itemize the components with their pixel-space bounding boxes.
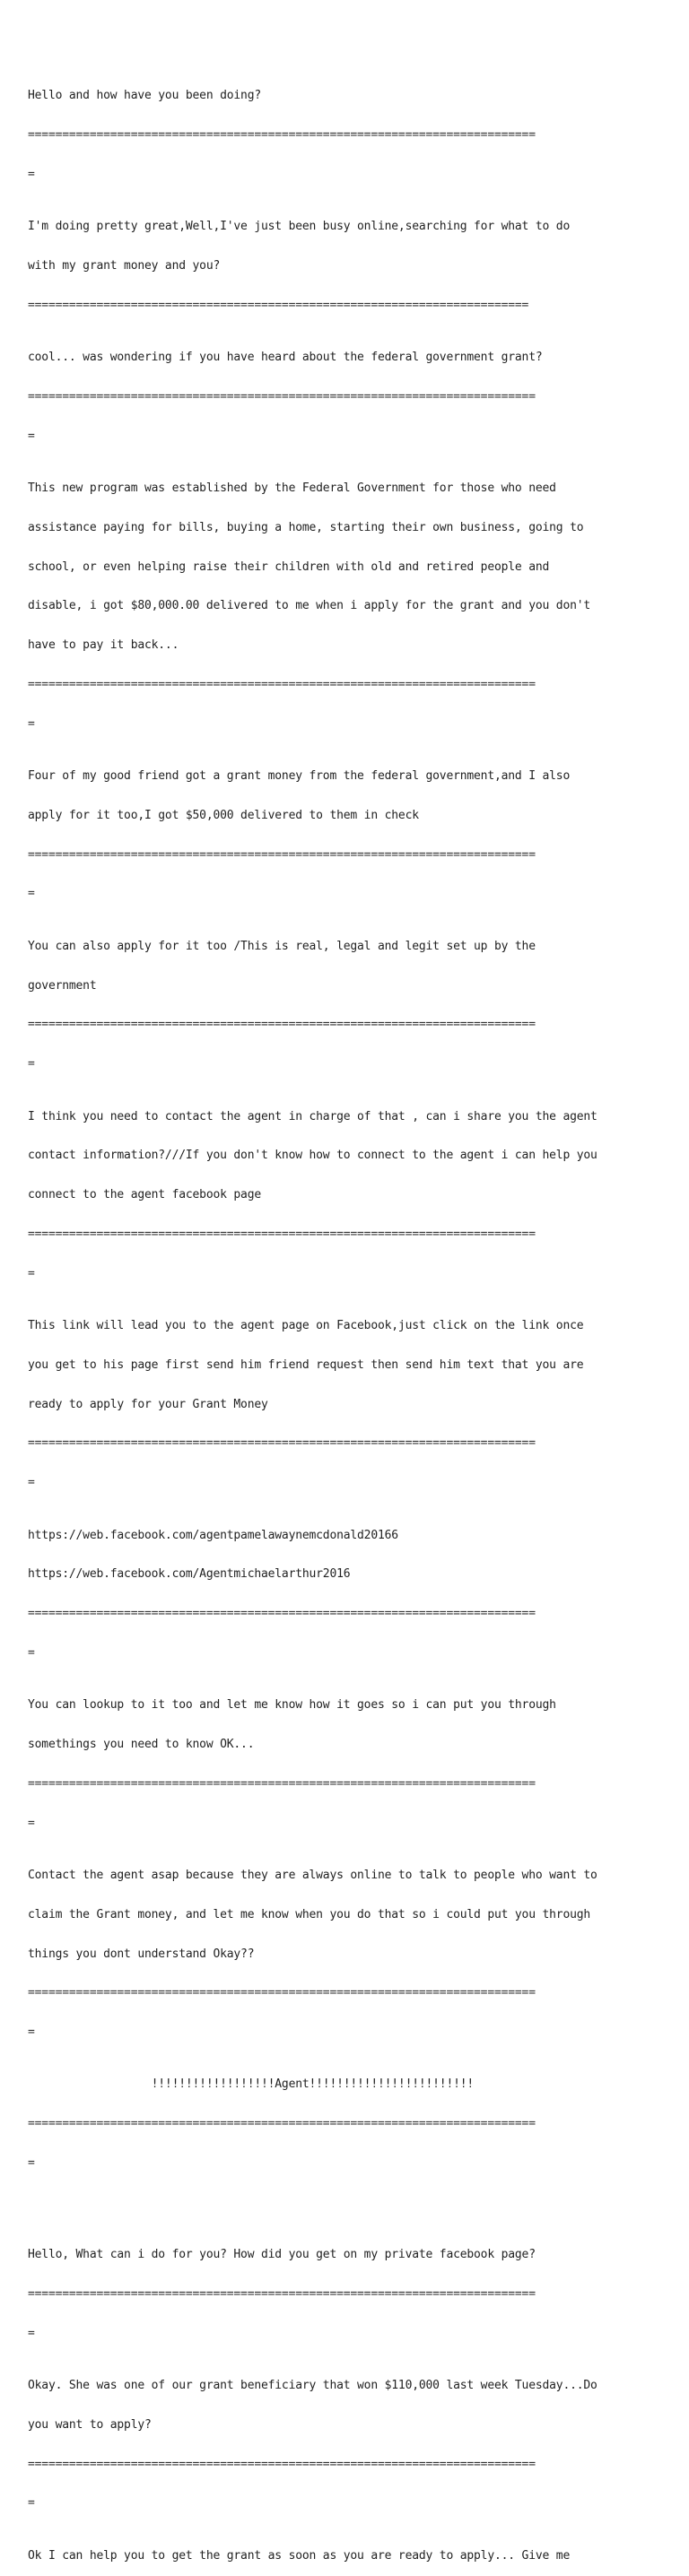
text-line: I'm doing pretty great,Well,I've just been busy online,searching for what to do — [28, 220, 571, 234]
separator-line: ========================================================================== — [28, 127, 536, 142]
separator-tail: = — [28, 1645, 35, 1660]
text-line: assistance paying for bills, buying a home, starting their own business, going to — [28, 520, 584, 534]
chat-transcript — [28, 64, 665, 2576]
separator-tail: = — [28, 2025, 35, 2040]
separator-tail: = — [28, 1816, 35, 1830]
text-line: claim the Grant money, and let me know when you do that so i could put you through — [28, 1907, 591, 1921]
text-line: Ok I can help you to get the grant as soon as you are ready to apply... Give me — [28, 2548, 571, 2563]
text-line: Contact the agent asap because they are always online to talk to people who want to — [28, 1868, 597, 1882]
text-line: You can lookup to it too and let me know how it goes so i can put you through — [28, 1698, 556, 1713]
text-line: Hello, What can i do for you? How did you get on my private facebook page? — [28, 2248, 536, 2262]
text-line: things you dont understand Okay?? — [28, 1947, 255, 1961]
separator-tail: = — [28, 2496, 35, 2511]
text-line: contact information?///If you don't know how to connect to the agent i can help you — [28, 1149, 597, 1163]
separator-tail: = — [28, 887, 35, 901]
separator-line: ========================================================================= — [28, 298, 529, 312]
blank-line — [28, 2209, 665, 2223]
text-line: I think you need to contact the agent in charge of that , can i share you the agent — [28, 1109, 597, 1123]
separator-tail: = — [28, 167, 35, 181]
text-line: have to pay it back... — [28, 638, 179, 653]
separator-tail: = — [28, 1476, 35, 1490]
separator-line: ========================================================================== — [28, 1227, 536, 1241]
text-line: cool... was wondering if you have heard about the federal government grant? — [28, 351, 543, 365]
agent-link: https://web.facebook.com/Agentmichaelarthur2016 — [28, 1567, 351, 1582]
text-line: This new program was established by the Federal Government for those who need — [28, 481, 556, 495]
agent-link: https://web.facebook.com/agentpamelawaynemcdonald20166 — [28, 1528, 398, 1542]
separator-tail: = — [28, 2326, 35, 2340]
separator-line: ========================================================================== — [28, 847, 536, 862]
text-line: Hello and how have you been doing? — [28, 89, 261, 103]
separator-line: ========================================================================== — [28, 2117, 536, 2131]
separator-tail: = — [28, 429, 35, 443]
separator-tail: = — [28, 1266, 35, 1280]
separator-tail: = — [28, 716, 35, 731]
text-line: You can also apply for it too /This is real, legal and legit set up by the — [28, 939, 536, 953]
separator-line: ========================================================================== — [28, 1018, 536, 1032]
separator-line: ========================================================================== — [28, 1776, 536, 1791]
separator-line: ========================================================================== — [28, 389, 536, 403]
text-line: school, or even helping raise their children with old and retired people and — [28, 559, 550, 574]
separator-line: ========================================================================== — [28, 1607, 536, 1621]
text-line: disable, i got $80,000.00 delivered to me when i apply for the grant and you don't — [28, 599, 591, 613]
text-line: ready to apply for your Grant Money — [28, 1397, 268, 1411]
separator-line: ========================================================================== — [28, 2286, 536, 2301]
text-line: you want to apply? — [28, 2417, 152, 2432]
separator-tail: = — [28, 2156, 35, 2170]
text-line: with my grant money and you? — [28, 258, 221, 273]
separator-line: ========================================================================== — [28, 1986, 536, 2000]
agent-heading: !!!!!!!!!!!!!!!!!!Agent!!!!!!!!!!!!!!!!!!!!!!!! — [28, 2077, 475, 2092]
text-line: somethings you need to know OK... — [28, 1738, 255, 1751]
separator-line: ========================================================================== — [28, 677, 536, 691]
text-line: government — [28, 978, 97, 993]
separator-line: ========================================================================== — [28, 1436, 536, 1451]
text-line: apply for it too,I got $50,000 delivered to them in check — [28, 808, 419, 822]
text-line: This link will lead you to the agent page on Facebook,just click on the link once — [28, 1319, 584, 1332]
text-line: connect to the agent facebook page — [28, 1188, 261, 1202]
separator-line: ========================================================================== — [28, 2457, 536, 2471]
text-line: Four of my good friend got a grant money from the federal government,and I also — [28, 769, 571, 784]
text-line: Okay. She was one of our grant beneficiary that won $110,000 last week Tuesday...Do — [28, 2379, 597, 2393]
text-line: you get to his page first send him friend request then send him text that you are — [28, 1357, 584, 1372]
separator-tail: = — [28, 1057, 35, 1071]
